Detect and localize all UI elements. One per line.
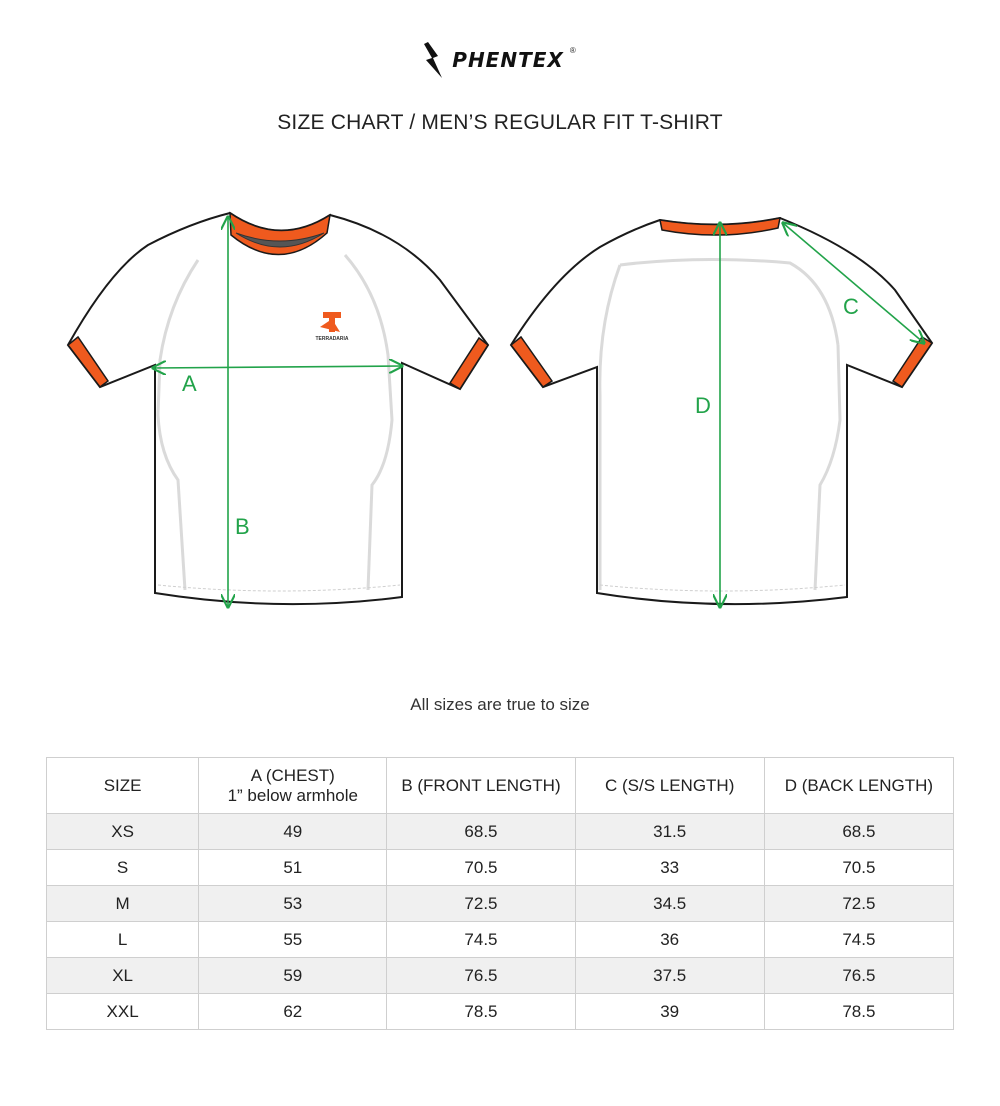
- size-chart-table: [46, 757, 954, 1030]
- header-size: SIZE: [47, 758, 199, 814]
- header-c: C (S/S LENGTH): [575, 758, 764, 814]
- cell-d: 72.5: [764, 886, 953, 922]
- cell-c: 31.5: [575, 814, 764, 850]
- cell-c: 33: [575, 850, 764, 886]
- cell-c: 34.5: [575, 886, 764, 922]
- brand-logo: [0, 42, 1000, 78]
- cell-b: 78.5: [387, 994, 575, 1030]
- table-row: [47, 922, 954, 958]
- header-a-line1: A (CHEST): [250, 765, 335, 785]
- table-row: [47, 814, 954, 850]
- cell-d: 70.5: [764, 850, 953, 886]
- cell-c: 39: [575, 994, 764, 1030]
- cell-b: 74.5: [387, 922, 575, 958]
- sizing-note: All sizes are true to size: [410, 695, 590, 714]
- cell-a: 51: [199, 850, 387, 886]
- cell-a: 53: [199, 886, 387, 922]
- cell-a: 59: [199, 958, 387, 994]
- cell-size: L: [47, 922, 199, 958]
- table-row: [47, 850, 954, 886]
- cell-size: XS: [47, 814, 199, 850]
- cell-a: 49: [199, 814, 387, 850]
- cell-b: 72.5: [387, 886, 575, 922]
- front-tshirt-body: [68, 213, 488, 604]
- cell-d: 78.5: [764, 994, 953, 1030]
- front-tshirt: [68, 213, 488, 607]
- cell-d: 74.5: [764, 922, 953, 958]
- back-tshirt: [511, 218, 932, 607]
- cell-d: 76.5: [764, 958, 953, 994]
- label-b: B: [235, 514, 250, 539]
- table-row: [47, 958, 954, 994]
- cell-a: 55: [199, 922, 387, 958]
- tshirt-illustrations: [0, 195, 1000, 635]
- table-header-row: [47, 758, 954, 814]
- cell-size: XL: [47, 958, 199, 994]
- back-tshirt-body: [511, 218, 932, 604]
- cell-a: 62: [199, 994, 387, 1030]
- table-row: [47, 994, 954, 1030]
- cell-size: XXL: [47, 994, 199, 1030]
- cell-b: 76.5: [387, 958, 575, 994]
- cell-b: 70.5: [387, 850, 575, 886]
- label-a: A: [182, 371, 197, 396]
- header-d: D (BACK LENGTH): [764, 758, 953, 814]
- header-a: [199, 758, 387, 814]
- page-title: SIZE CHART / MEN’S REGULAR FIT T-SHIRT: [277, 111, 723, 134]
- cell-b: 68.5: [387, 814, 575, 850]
- cell-c: 37.5: [575, 958, 764, 994]
- label-d: D: [695, 393, 711, 418]
- cell-size: S: [47, 850, 199, 886]
- cell-d: 68.5: [764, 814, 953, 850]
- lightning-bolt-icon: [424, 42, 446, 78]
- cell-c: 36: [575, 922, 764, 958]
- header-a-line2: 1” below armhole: [227, 785, 358, 805]
- registered-mark: ®: [569, 45, 576, 55]
- chest-logo-text: TERRADARIA: [315, 336, 349, 342]
- cell-size: M: [47, 886, 199, 922]
- brand-name: PHENTEX: [452, 48, 564, 72]
- table-row: [47, 886, 954, 922]
- header-b: B (FRONT LENGTH): [387, 758, 575, 814]
- label-c: C: [843, 294, 859, 319]
